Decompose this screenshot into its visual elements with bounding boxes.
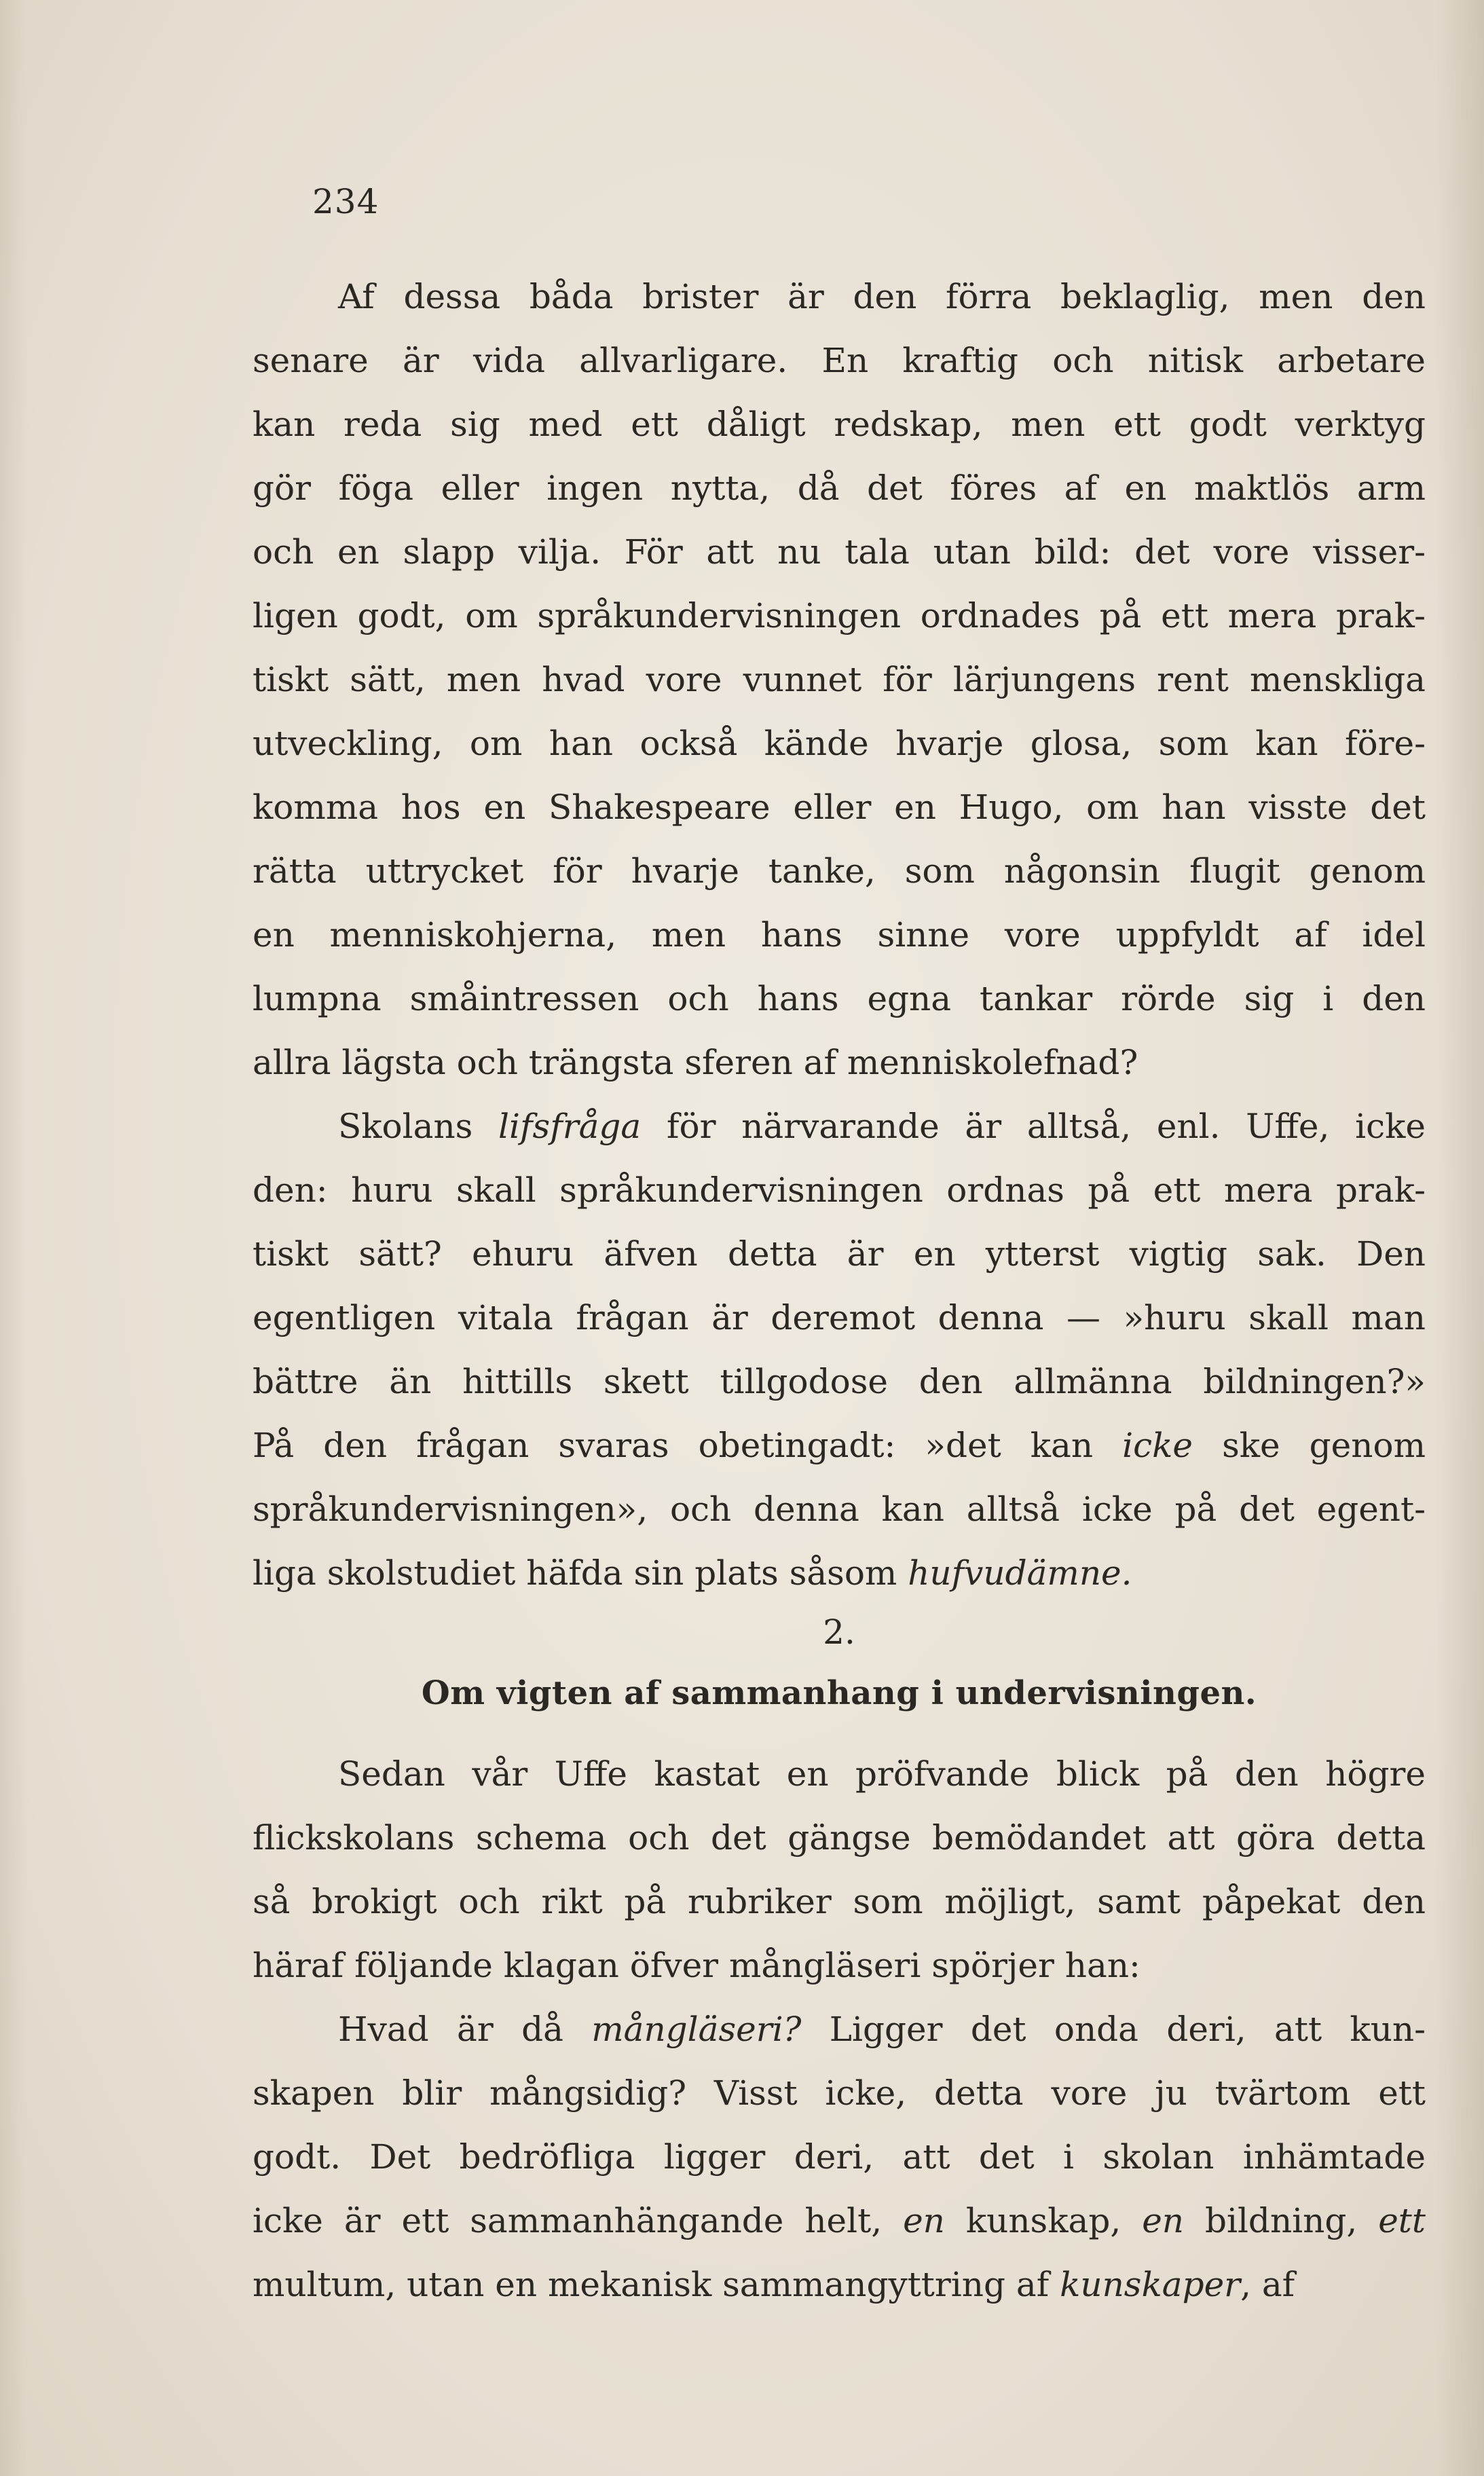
text-line: allra lägsta och trängsta sferen af menniskolefnad? bbox=[253, 1043, 1138, 1082]
italic-word: icke bbox=[1122, 1426, 1193, 1465]
text-line: och en slapp vilja. För att nu tala utan bild: det vore visser- bbox=[253, 532, 1426, 572]
text-line: flickskolans schema och det gängse bemödandet att göra detta bbox=[253, 1818, 1426, 1858]
section-number: 2. bbox=[823, 1612, 855, 1652]
text-line: rätta uttrycket för hvarje tanke, som någonsin flugit genom bbox=[253, 851, 1426, 891]
text-line: den: huru skall språkundervisningen ordnas på ett mera prak- bbox=[253, 1170, 1426, 1210]
text-line: liga skolstudiet häfda sin plats såsom hufvudämne. bbox=[253, 1553, 1132, 1593]
text-line: senare är vida allvarligare. En kraftig och nitisk arbetare bbox=[253, 341, 1426, 380]
italic-word: ett bbox=[1378, 2201, 1426, 2240]
text-line: På den frågan svaras obetingadt: »det kan icke ske genom bbox=[253, 1426, 1426, 1465]
text-line: ligen godt, om språkundervisningen ordnades på ett mera prak- bbox=[253, 596, 1426, 635]
text-line: skapen blir mångsidig? Visst icke, detta vore ju tvärtom ett bbox=[253, 2073, 1426, 2113]
italic-word: en bbox=[903, 2201, 945, 2240]
text-line: godt. Det bedröfliga ligger deri, att det i skolan inhämtade bbox=[253, 2137, 1426, 2177]
text-line: så brokigt och rikt på rubriker som möjligt, samt påpekat den bbox=[253, 1882, 1426, 1921]
text-line: bättre än hittills skett tillgodose den allmänna bildningen?» bbox=[253, 1362, 1426, 1401]
text-line: egentligen vitala frågan är deremot denna — »huru skall man bbox=[253, 1298, 1426, 1337]
text-line: Af dessa båda brister är den förra beklaglig, men den bbox=[338, 277, 1426, 316]
page-shadow-right bbox=[1436, 0, 1484, 2476]
page-shadow-left bbox=[0, 0, 27, 2476]
italic-word: en bbox=[1142, 2201, 1184, 2240]
text-line: Skolans lifsfråga för närvarande är alltså, enl. Uffe, icke bbox=[338, 1107, 1426, 1146]
text-line: icke är ett sammanhängande helt, en kunskap, en bildning, ett bbox=[253, 2201, 1426, 2240]
italic-word: mångläseri? bbox=[591, 2010, 802, 2049]
text-line: häraf följande klagan öfver mångläseri spörjer han: bbox=[253, 1946, 1140, 1985]
text-line: Hvad är då mångläseri? Ligger det onda deri, att kun- bbox=[338, 2010, 1426, 2049]
text-line: språkundervisningen», och denna kan alltså icke på det egent- bbox=[253, 1490, 1426, 1529]
body-text bbox=[253, 265, 1426, 2316]
text-block-a bbox=[253, 265, 1426, 1605]
page-number: 234 bbox=[312, 182, 379, 221]
text-line: en menniskohjerna, men hans sinne vore uppfyldt af idel bbox=[253, 915, 1426, 955]
text-line: multum, utan en mekanisk sammangyttring af kunskaper, af bbox=[253, 2265, 1295, 2304]
text-line: utveckling, om han också kände hvarje glosa, som kan före- bbox=[253, 724, 1426, 763]
text-line: tiskt sätt? ehuru äfven detta är en ytterst vigtig sak. Den bbox=[253, 1234, 1426, 1274]
text-line: tiskt sätt, men hvad vore vunnet för lärjungens rent menskliga bbox=[253, 660, 1426, 699]
text-line: Sedan vår Uffe kastat en pröfvande blick på den högre bbox=[338, 1754, 1426, 1794]
text-line: kan reda sig med ett dåligt redskap, men ett godt verktyg bbox=[253, 405, 1426, 444]
text-block-b bbox=[253, 1742, 1426, 2316]
text-line: gör föga eller ingen nytta, då det föres af en maktlös arm bbox=[253, 468, 1426, 508]
italic-word: hufvudämne. bbox=[908, 1553, 1132, 1593]
italic-word: lifsfråga bbox=[498, 1107, 642, 1146]
italic-word: kunskaper bbox=[1060, 2265, 1241, 2304]
section-heading: Om vigten af sammanhang i undervisningen. bbox=[421, 1674, 1257, 1712]
text-line: lumpna småintressen och hans egna tankar rörde sig i den bbox=[253, 979, 1426, 1018]
text-line: komma hos en Shakespeare eller en Hugo, om han visste det bbox=[253, 788, 1426, 827]
